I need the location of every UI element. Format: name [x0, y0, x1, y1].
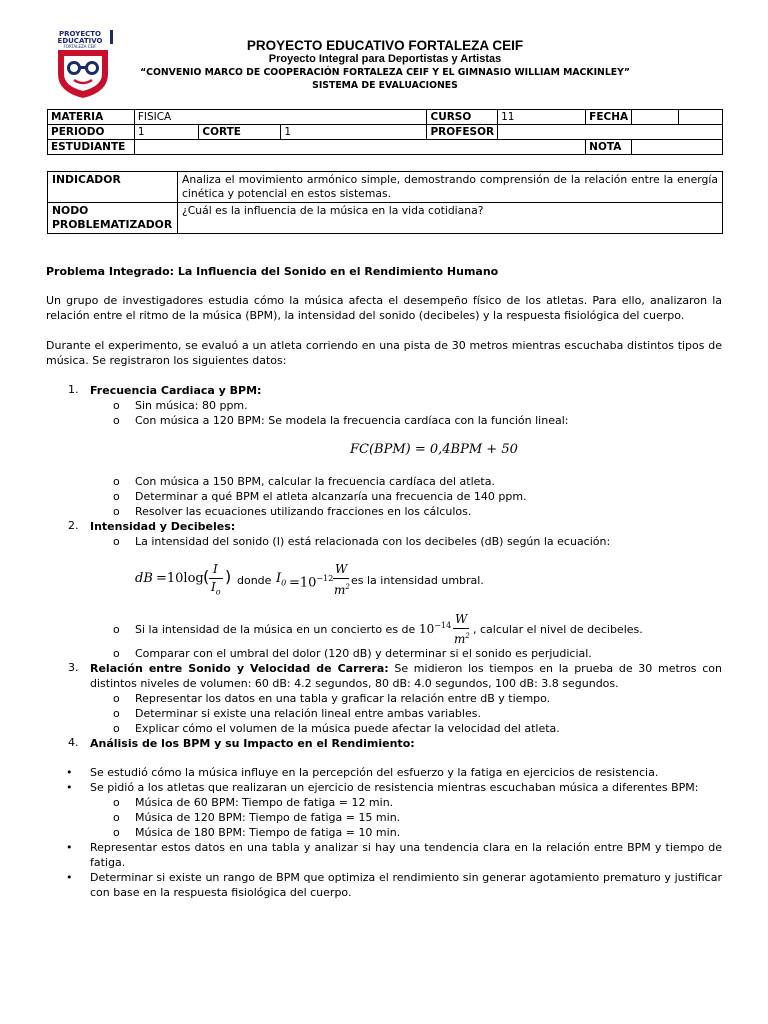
section1-title: Frecuencia Cardiaca y BPM: — [90, 384, 262, 397]
section3-item: Explicar cómo el volumen de la música puede afectar la velocidad del atleta. — [135, 722, 560, 735]
institution-title: PROYECTO EDUCATIVO FORTALEZA CEIF — [246, 38, 524, 53]
svg-text:PROYECTO: PROYECTO — [59, 30, 101, 38]
indicator-table — [47, 171, 723, 234]
corte-label: CORTE — [199, 125, 281, 140]
section4-sub-item: Música de 180 BPM: Tiempo de fatiga = 10 min. — [135, 826, 401, 839]
materia-value: FISICA — [134, 110, 427, 125]
svg-text:FORTALEZA CEIF: FORTALEZA CEIF — [63, 44, 97, 49]
section2-title: Intensidad y Decibeles: — [90, 520, 236, 533]
corte-value: 1 — [281, 125, 427, 140]
agreement-line: “CONVENIO MARCO DE COOPERACIÓN FORTALEZA CEIF Y EL GIMNASIO WILLIAM MACKINLEY” — [140, 67, 630, 78]
nodo-label: NODO PROBLEMATIZADOR — [48, 203, 178, 234]
materia-label: MATERIA — [48, 110, 135, 125]
donde-label: donde — [237, 574, 272, 587]
section2-item: Si la intensidad de la música en un concierto es de $10^{-14}$ W $m^2$ , calcular el nivel de decibeles. — [135, 612, 643, 646]
section2-number: 2. — [68, 519, 79, 532]
indicador-value: Analiza el movimiento armónico simple, demostrando comprensión de la relación entre la energía cinética y potencial en estos sistemas. — [177, 172, 722, 203]
estudiante-value — [134, 140, 585, 155]
decibel-formula: dB =10log ( I $I_o$ ) donde $I_0$ $=10^{-12}$ W $m^2$ es la intensidad umbral. — [135, 562, 484, 597]
school-logo — [50, 26, 118, 100]
section4-bullet: Se estudió cómo la música influye en la percepción del esfuerzo y la fatiga en ejercicios de resistencia. — [90, 766, 659, 779]
section4-number: 4. — [68, 736, 79, 749]
problem-intro: Un grupo de investigadores estudia cómo la música afecta el desempeño físico de los atletas. Para ello, analizaron la relación entre el ritmo de la música (BPM), la intensidad del sonido (decibeles) y la respuesta fisiológica del cuerpo. — [46, 294, 722, 322]
document-page: PROYECTO EDUCATIVO FORTALEZA CEIF PROYECTO EDUCATIVO FORTALEZA CEIF Proyecto Integral para Deportistas y Artistas “CONVENIO MARCO DE COOPERACIÓN FORTALEZA CEIF Y EL GIMNASIO WILLIAM MACKINLEY” SISTEMA DE EVALUACIONES MATERIA FISICA CURSO 11 FECHA PERIODO 1 CORTE 1 PROFESOR ESTUDIANTE NOTA INDICADOR Analiza el movimiento armónico simple, demostrando comprensión de la relación entre la energía cinética y potencial en estos sistemas. NODO PROBLEMATIZADOR ¿Cuál es la influencia de la música en la vida cotidiana? Problema Integrado: La Influencia del Sonido en el Rendimiento Humano Un grupo de investigadores estudia cómo la música afecta el desempeño físico de los atletas. Para ello, analizaron la relación entre el ritmo de la música (BPM), la intensidad del sonido (decibeles) y la respuesta fisiológica del cuerpo. Durante el experimento, se evaluó a un atleta corriendo en una pista de 30 metros mientras escuchaba distintos tipos de música. Se registraron los siguientes datos: 1. Frecuencia Cardiaca y BPM: o Sin música: 80 ppm. o Con música a 120 BPM: Se modela la frecuencia cardíaca con la función lineal: FC(BPM) = 0,4BPM + 50 o Con música a 150 BPM, calcular la frecuencia cardíaca del atleta. o Determinar a qué BPM el atleta alcanzaría una frecuencia de 140 ppm. o Resolver las ecuaciones utilizando fracciones en los cálculos. 2. Intensidad y Decibeles: o La intensidad del sonido (I) está relacionada con los decibeles (dB) según la ecuación: dB =10log ( I $I_o$ ) donde $I_0$ $=10^{-12}$ W $m^2$ es la intensidad umbral. o Si la intensidad de la música en un concierto es de $10^{-14}$ W $m^2$ , calcular el nivel de decibeles. o Comparar con el umbral del dolor (120 dB) y determinar si el sonido es perjudicial. 3. Relación entre Sonido y Velocidad de Carrera: Se midieron los tiempos en la prueba de 30 metros con distintos niveles de volumen: 60 dB: 4.2 segundos, 80 dB: 4.0 segundos, 100 dB: 3.8 segundos. o Representar los datos en una tabla y graficar la relación entre dB y tiempo. o Determinar si existe una relación lineal entre ambas variables. o Explicar cómo el volumen de la música puede afectar la velocidad del atleta. 4. Análisis de los BPM y su Impacto en el Rendimiento: • Se estudió cómo la música influye en la percepción del esfuerzo y la fatiga en ejercicios de resistencia. • Se pidió a los atletas que realizaran un ejercicio de resistencia mientras escuchaban música a diferentes BPM: o Música de 60 BPM: Tiempo de fatiga = 12 min. o Música de 120 BPM: Tiempo de fatiga = 15 min. o Música de 180 BPM: Tiempo de fatiga = 10 min. • Representar estos datos en una tabla y analizar si hay una tendencia clara en la relación entre BPM y tiempo de fatiga. • Determinar si existe un rango de BPM que optimiza el rendimiento sin generar agotamiento prematuro y justificar con base en la respuesta fisiológica del cuerpo. — [0, 0, 768, 1024]
section4-bullet: Determinar si existe un rango de BPM que optimiza el rendimiento sin generar agotamiento prematuro y justificar con base en la respuesta fisiológica del cuerpo. — [90, 871, 722, 899]
section4-title: Análisis de los BPM y su Impacto en el Rendimiento: — [90, 737, 415, 750]
umbral-text: es la intensidad umbral. — [351, 574, 484, 587]
fecha-month — [678, 110, 722, 125]
section4-sub-item: Música de 120 BPM: Tiempo de fatiga = 15 min. — [135, 811, 401, 824]
section3-text: Relación entre Sonido y Velocidad de Carrera: Se midieron los tiempos en la prueba de 30 metros con distintos niveles de volumen: 60 dB: 4.2 segundos, 80 dB: 4.0 segundos, 100 dB: 3.8 segundos. — [90, 662, 722, 690]
institution-subtitle: Proyecto Integral para Deportistas y Artistas — [268, 53, 502, 65]
section1-item: Determinar a qué BPM el atleta alcanzaría una frecuencia de 140 ppm. — [135, 490, 527, 503]
section4-bullet: Representar estos datos en una tabla y analizar si hay una tendencia clara en la relación entre BPM y tiempo de fatiga. — [90, 841, 722, 869]
student-info-table — [47, 109, 723, 155]
svg-text:EDUCATIVO: EDUCATIVO — [57, 37, 103, 45]
curso-value: 11 — [498, 110, 586, 125]
evaluation-system: SISTEMA DE EVALUACIONES — [312, 80, 458, 91]
section3-item: Determinar si existe una relación lineal entre ambas variables. — [135, 707, 481, 720]
section1-item: Resolver las ecuaciones utilizando fracciones en los cálculos. — [135, 505, 472, 518]
indicador-label: INDICADOR — [48, 172, 178, 203]
periodo-value: 1 — [134, 125, 199, 140]
profesor-label: PROFESOR — [427, 125, 498, 140]
problem-title: Problema Integrado: La Influencia del Sonido en el Rendimiento Humano — [46, 265, 499, 278]
section1-number: 1. — [68, 383, 79, 396]
profesor-value — [498, 125, 723, 140]
section1-item: Sin música: 80 ppm. — [135, 399, 248, 412]
section2-item: Comparar con el umbral del dolor (120 dB) y determinar si el sonido es perjudicial. — [135, 647, 592, 660]
section1-item: Con música a 150 BPM, calcular la frecuencia cardíaca del atleta. — [135, 475, 495, 488]
estudiante-label: ESTUDIANTE — [48, 140, 135, 155]
fecha-label: FECHA — [586, 110, 632, 125]
section3-item: Representar los datos en una tabla y graficar la relación entre dB y tiempo. — [135, 692, 551, 705]
section2-item: La intensidad del sonido (I) está relacionada con los decibeles (dB) según la ecuación: — [135, 535, 611, 548]
curso-label: CURSO — [427, 110, 498, 125]
problem-experiment: Durante el experimento, se evaluó a un atleta corriendo en una pista de 30 metros mientras escuchaba distintos tipos de música. Se registraron los siguientes datos: — [46, 339, 722, 367]
section1-item: Con música a 120 BPM: Se modela la frecuencia cardíaca con la función lineal: — [135, 414, 569, 427]
section3-number: 3. — [68, 661, 79, 674]
nota-value — [632, 140, 723, 155]
section4-sub-item: Música de 60 BPM: Tiempo de fatiga = 12 min. — [135, 796, 394, 809]
section1-formula: FC(BPM) = 0,4BPM + 50 — [350, 442, 518, 457]
periodo-label: PERIODO — [48, 125, 135, 140]
section4-bullet: Se pidió a los atletas que realizaran un ejercicio de resistencia mientras escuchaban música a diferentes BPM: — [90, 781, 699, 794]
fecha-day — [632, 110, 679, 125]
document-header — [130, 38, 640, 92]
nota-label: NOTA — [586, 140, 632, 155]
nodo-value: ¿Cuál es la influencia de la música en la vida cotidiana? — [177, 203, 722, 234]
